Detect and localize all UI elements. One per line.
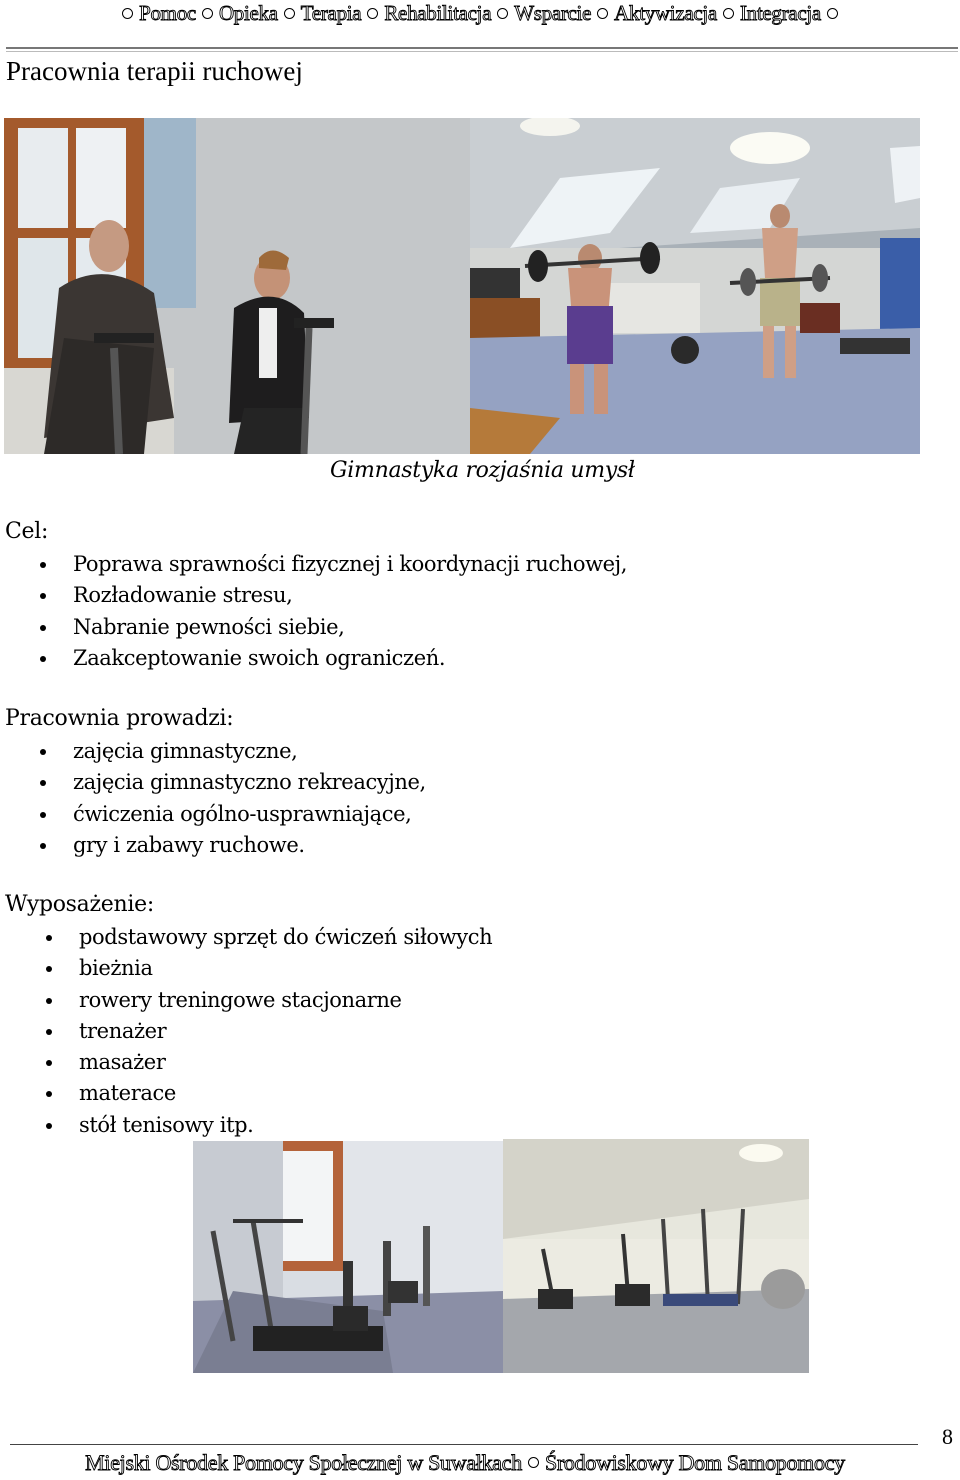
footer bbox=[0, 1450, 930, 1476]
page-number: 8 bbox=[942, 1424, 953, 1449]
bullet-circle-icon bbox=[528, 1457, 539, 1468]
nav-item-wsparcie: Wsparcie bbox=[514, 1, 592, 25]
nav-item-pomoc: Pomoc bbox=[139, 1, 196, 25]
list-item: Nabranie pewności siebie, bbox=[73, 612, 627, 643]
bullet-circle-icon bbox=[367, 8, 378, 19]
bullet-circle-icon bbox=[284, 8, 295, 19]
bullet-circle-icon bbox=[202, 8, 213, 19]
list-item: zajęcia gimnastyczne, bbox=[73, 736, 426, 767]
photo-equipment-room bbox=[503, 1139, 809, 1373]
page-title: Pracownia terapii ruchowej bbox=[6, 56, 303, 86]
bullet-circle-icon bbox=[497, 8, 508, 19]
list-item: Rozładowanie stresu, bbox=[73, 580, 627, 611]
list-item: masażer bbox=[79, 1047, 492, 1078]
photo-weightlifting-room bbox=[470, 118, 920, 454]
photo-weightlifting-room-icon bbox=[470, 118, 920, 454]
section-heading-prowadzi: Pracownia prowadzi: bbox=[5, 706, 234, 731]
list-item: Poprawa sprawności fizycznej i koordynacji ruchowej, bbox=[73, 549, 627, 580]
photo-equipment-room-icon bbox=[503, 1139, 809, 1373]
list-item: bieżnia bbox=[79, 953, 492, 984]
footer-divider bbox=[10, 1444, 918, 1445]
header-divider-thin bbox=[6, 51, 958, 52]
section-heading-cel: Cel: bbox=[5, 519, 49, 544]
list-item: podstawowy sprzęt do ćwiczeń siłowych bbox=[79, 922, 492, 953]
list-item: rowery treningowe stacjonarne bbox=[79, 985, 492, 1016]
list-item: zajęcia gimnastyczno rekreacyjne, bbox=[73, 767, 426, 798]
photo-treadmill-room-icon bbox=[193, 1141, 503, 1373]
list-item: ćwiczenia ogólno-usprawniające, bbox=[73, 799, 426, 830]
bullet-circle-icon bbox=[122, 8, 133, 19]
bullet-circle-icon bbox=[723, 8, 734, 19]
list-item: gry i zabawy ruchowe. bbox=[73, 830, 426, 861]
list-cel bbox=[73, 549, 627, 674]
bullet-circle-icon bbox=[827, 8, 838, 19]
bullet-circle-icon bbox=[597, 8, 608, 19]
photo-treadmill-room bbox=[193, 1141, 503, 1373]
list-item: materace bbox=[79, 1078, 492, 1109]
list-item: stół tenisowy itp. bbox=[79, 1110, 492, 1141]
nav-item-integracja: Integracja bbox=[739, 1, 821, 25]
list-item: Zaakceptowanie swoich ograniczeń. bbox=[73, 643, 627, 674]
list-item: trenażer bbox=[79, 1016, 492, 1047]
photo-caption: Gimnastyka rozjaśnia umysł bbox=[330, 458, 635, 483]
footer-center-name: Środowiskowy Dom Samopomocy bbox=[544, 1450, 845, 1475]
footer-organization: Miejski Ośrodek Pomocy Społecznej w Suwałkach bbox=[85, 1450, 522, 1475]
list-prowadzi bbox=[73, 736, 426, 861]
list-wyposazenie bbox=[79, 922, 492, 1141]
photo-exercise-bikes bbox=[4, 118, 470, 454]
nav-item-opieka: Opieka bbox=[218, 1, 278, 25]
header-nav bbox=[0, 0, 960, 28]
header-divider bbox=[6, 47, 958, 49]
nav-item-aktywizacja: Aktywizacja bbox=[614, 1, 717, 25]
nav-item-rehabilitacja: Rehabilitacja bbox=[384, 1, 492, 25]
nav-item-terapia: Terapia bbox=[300, 1, 362, 25]
photo-exercise-bikes-icon bbox=[4, 118, 470, 454]
section-heading-wyposazenie: Wyposażenie: bbox=[5, 892, 154, 917]
